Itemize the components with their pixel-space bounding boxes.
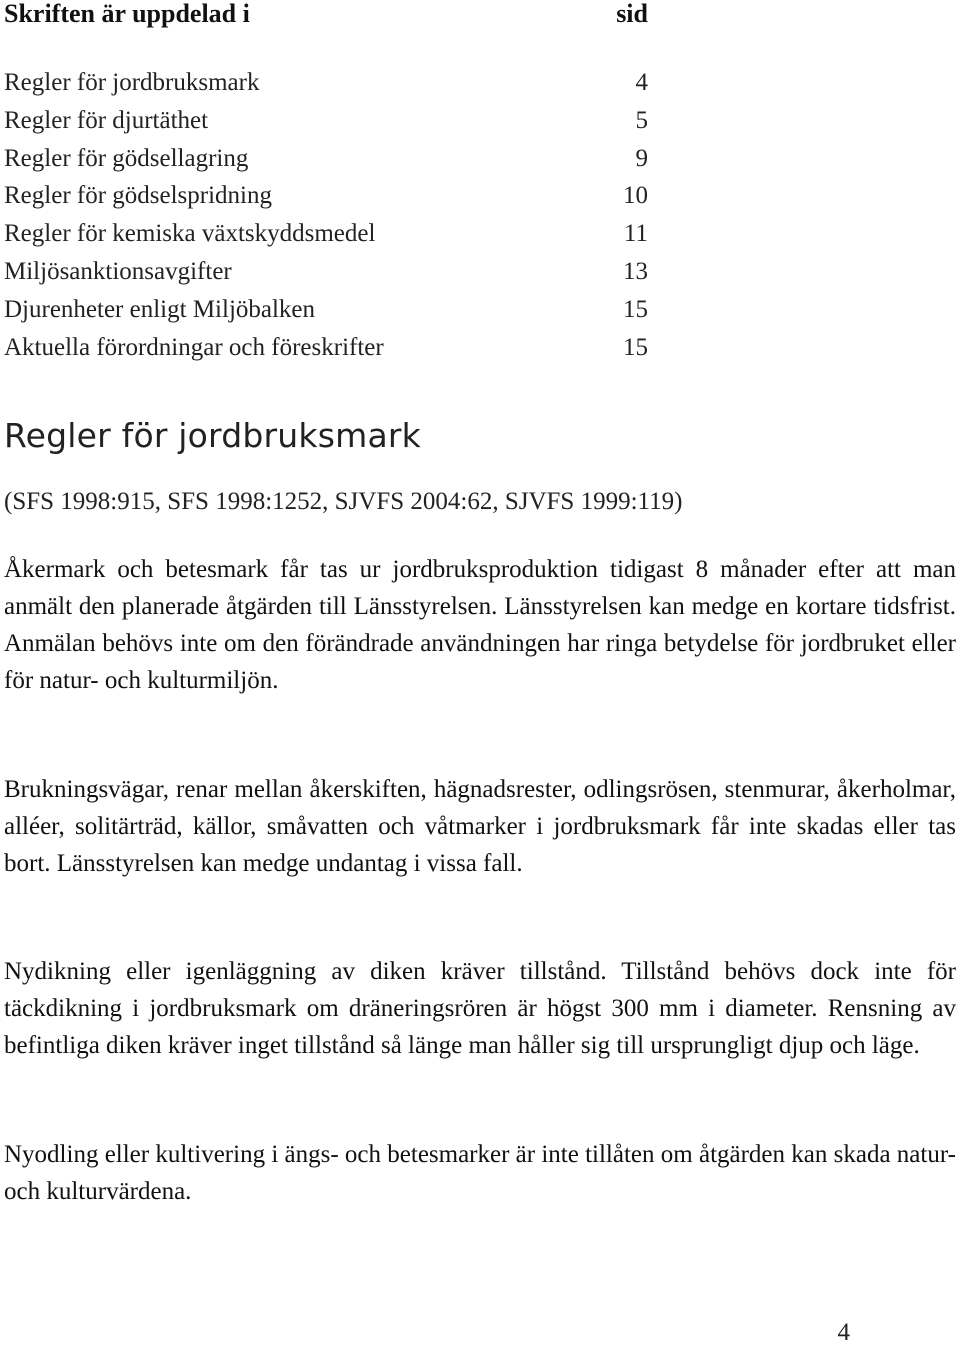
toc-item-label: Miljösanktionsavgifter [4, 257, 232, 285]
toc-item [4, 64, 648, 102]
toc-header [0, 0, 650, 30]
page-number: 4 [837, 1319, 850, 1346]
toc-item [4, 140, 648, 178]
toc-item-label: Regler för gödsellagring [4, 144, 249, 172]
toc-item [4, 215, 648, 253]
section-heading: Regler för jordbruksmark [4, 416, 421, 455]
toc-item-label: Regler för jordbruksmark [4, 69, 260, 96]
toc-item-label: Regler för djurtäthet [4, 106, 209, 134]
toc-item-page: 15 [623, 333, 648, 361]
paragraph-land-withdrawal: Åkermark och betesmark får tas ur jordbruksproduktion tidigast 8 månader efter att man anmält den planerade åtgärden till Länsstyrelsen. Länsstyrelsen kan medge en kortare tidsfrist. Anmälan behövs inte om den förändrade användningen har ringa betydelse för jordbruket eller för natur- och kulturmiljön. [4, 556, 956, 694]
toc-item-page: 9 [635, 144, 648, 172]
toc-item-label: Regler för gödselspridning [4, 182, 273, 210]
paragraph-pasture-cultivation: Nyodling eller kultivering i ängs- och betesmarker är inte tillåten om åtgärden kan skada natur- och kulturvärdena. [4, 1141, 956, 1205]
legal-references: (SFS 1998:915, SFS 1998:1252, SJVFS 2004:62, SJVFS 1999:119) [4, 488, 683, 515]
toc-heading: Skriften är uppdelad i [4, 0, 250, 28]
toc-item [4, 291, 648, 329]
toc-item [4, 329, 648, 367]
toc-item-page: 4 [635, 69, 648, 96]
toc-item-page: 5 [635, 106, 648, 134]
toc-item [4, 177, 648, 215]
toc-item [4, 253, 648, 291]
toc-item-label: Aktuella förordningar och föreskrifter [4, 333, 384, 361]
toc-item-label: Regler för kemiska växtskyddsmedel [4, 220, 376, 248]
toc-item-page: 11 [623, 220, 648, 248]
table-of-contents [4, 64, 648, 366]
toc-item-page: 15 [623, 295, 648, 323]
toc-item-label: Djurenheter enligt Miljöbalken [4, 295, 316, 323]
toc-item-page: 10 [623, 182, 648, 210]
toc-item [4, 102, 648, 140]
toc-page-column-label: sid [616, 0, 648, 28]
paragraph-drainage: Nydikning eller igenläggning av diken kräver tillstånd. Tillstånd behövs dock inte för täckdikning i jordbruksmark om dräneringsrören är högst 300 mm i diameter. Rensning av befintliga diken kräver inget tillstånd så länge man håller sig till ursprungligt djup och läge. [4, 958, 956, 1059]
toc-item-page: 13 [623, 257, 648, 285]
paragraph-landscape-elements: Brukningsvägar, renar mellan åkerskiften, hägnadsrester, odlingsrösen, stenmurar, åkerholmar, alléer, solitärträd, källor, småvatten och våtmarker i jordbruksmark får inte skadas eller tas bort. Länsstyrelsen kan medge undantag i vissa fall. [4, 776, 956, 877]
